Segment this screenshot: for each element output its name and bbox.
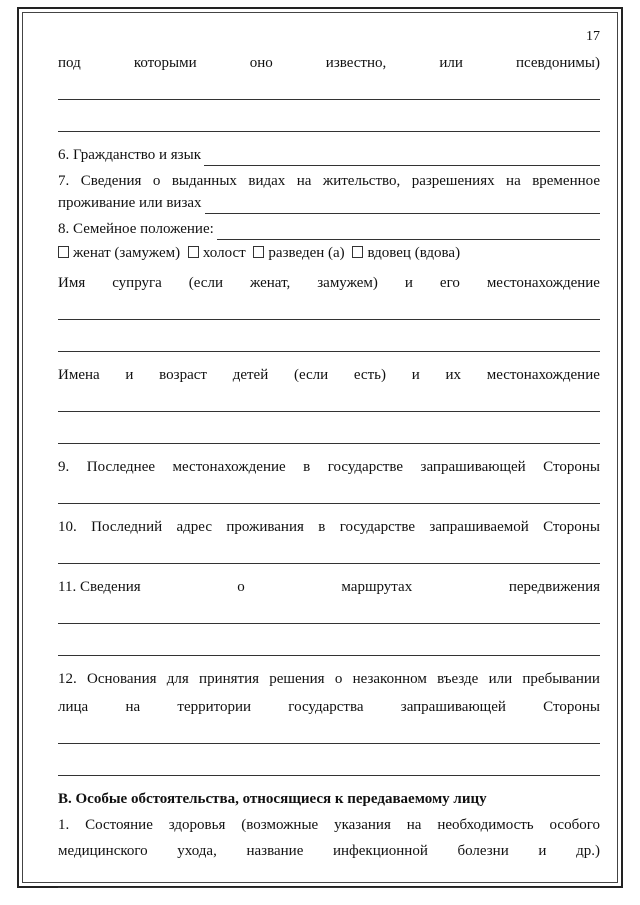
word: указания	[334, 817, 391, 833]
word: др.)	[576, 843, 600, 859]
checkbox-divorced[interactable]	[253, 246, 264, 258]
word: в	[303, 459, 311, 475]
marital-status-label: 8. Семейное положение:	[58, 221, 214, 237]
option-married-label: женат (замужем)	[73, 245, 181, 261]
word: Стороны	[543, 459, 600, 475]
word: (если	[293, 367, 329, 383]
option-widowed-label: вдовец (вдова)	[367, 245, 461, 261]
option-divorced-label: разведен (а)	[268, 245, 345, 261]
word: адрес	[176, 519, 212, 535]
word: местонахождение	[486, 367, 600, 383]
answer-line[interactable]	[58, 418, 600, 450]
answer-line[interactable]	[58, 630, 600, 662]
answer-line[interactable]	[58, 294, 600, 326]
word: о	[237, 579, 245, 595]
answer-line[interactable]	[58, 478, 600, 510]
word: есть)	[353, 367, 386, 383]
word: 7.	[58, 173, 70, 189]
residence-permits-field[interactable]	[58, 192, 600, 214]
marital-status-field[interactable]	[58, 218, 600, 240]
word: о	[334, 671, 343, 687]
word: лица	[58, 699, 89, 715]
word: 12.	[58, 671, 77, 687]
word: на	[506, 173, 521, 189]
word: женат,	[249, 275, 291, 291]
spouse-label	[58, 272, 600, 294]
residence-permits-label-cont: проживание или визах	[58, 195, 202, 211]
grounds-label	[58, 668, 600, 690]
word: и	[125, 367, 134, 383]
health-label-cont	[58, 840, 600, 862]
word: (возможные	[241, 817, 319, 833]
checkbox-married[interactable]	[58, 246, 69, 258]
word: медицинского	[58, 843, 148, 859]
word: на	[125, 699, 141, 715]
word: о	[152, 173, 161, 189]
children-label	[58, 364, 600, 386]
word: детей	[232, 367, 269, 383]
word: и	[411, 367, 420, 383]
word: (если	[188, 275, 223, 291]
word: особого	[549, 817, 600, 833]
word: местонахождение	[172, 459, 286, 475]
word: жительство,	[322, 173, 401, 189]
residence-permits-input-line[interactable]	[205, 197, 600, 214]
word: проживания	[226, 519, 304, 535]
word: болезни	[457, 843, 509, 859]
answer-line[interactable]	[58, 538, 600, 570]
word: Имена	[58, 367, 100, 383]
word: Стороны	[543, 699, 600, 715]
citizenship-field[interactable]	[58, 144, 600, 166]
word: ухода,	[177, 843, 217, 859]
word: под	[58, 55, 81, 71]
word: видах	[248, 173, 286, 189]
word: псевдонимы)	[515, 55, 600, 71]
word: въезде	[437, 671, 479, 687]
section-b-heading: В. Особые обстоятельства, относящиеся к передаваемому лицу	[58, 791, 487, 807]
word: Стороны	[543, 519, 600, 535]
citizenship-label: 6. Гражданство и язык	[58, 147, 201, 163]
word: его	[439, 275, 460, 291]
word: запрашивающей	[400, 699, 506, 715]
page-number: 17	[586, 29, 600, 44]
answer-line[interactable]	[58, 862, 600, 894]
word: оно	[249, 55, 273, 71]
word: их	[445, 367, 462, 383]
word: принятия	[199, 671, 260, 687]
word: 9.	[58, 459, 70, 475]
word: замужем)	[317, 275, 378, 291]
word: государстве	[339, 519, 416, 535]
checkbox-widowed[interactable]	[352, 246, 363, 258]
word: или	[439, 55, 463, 71]
word: на	[296, 173, 312, 189]
word: решения	[269, 671, 325, 687]
health-label	[58, 814, 600, 836]
last-address-label	[58, 516, 600, 538]
answer-line[interactable]	[58, 718, 600, 750]
word: маршрутах	[341, 579, 413, 595]
checkbox-single[interactable]	[188, 246, 199, 258]
answer-line[interactable]	[58, 106, 600, 138]
word: Последнее	[86, 459, 156, 475]
word: название	[246, 843, 304, 859]
word: Основания	[87, 671, 157, 687]
word: здоровья	[168, 817, 226, 833]
answer-line[interactable]	[58, 386, 600, 418]
word: местонахождение	[486, 275, 600, 291]
marital-options	[58, 240, 600, 266]
word: и	[404, 275, 413, 291]
answer-line[interactable]	[58, 750, 600, 782]
word: 11. Сведения	[58, 579, 141, 595]
answer-line[interactable]	[58, 326, 600, 358]
word: Состояние	[85, 817, 153, 833]
word: 10.	[58, 519, 77, 535]
word: пребывании	[522, 671, 600, 687]
grounds-label-cont	[58, 696, 600, 718]
marital-status-input-line[interactable]	[217, 223, 600, 240]
option-single-label: холост	[202, 245, 246, 261]
answer-line[interactable]	[58, 598, 600, 630]
word: для	[166, 671, 189, 687]
word: и	[538, 843, 547, 859]
intro-line	[58, 52, 600, 74]
word: инфекционной	[333, 843, 428, 859]
word: необходимость	[437, 817, 534, 833]
word: в	[318, 519, 326, 535]
word: незаконном	[352, 671, 427, 687]
word: запрашивающей	[420, 459, 526, 475]
last-location-label	[58, 456, 600, 478]
residence-permits-label	[58, 170, 600, 192]
citizenship-input-line[interactable]	[204, 149, 600, 166]
word: государства	[288, 699, 364, 715]
word: территории	[177, 699, 252, 715]
word: 1.	[58, 817, 70, 833]
answer-line[interactable]	[58, 74, 600, 106]
word: разрешениях	[411, 173, 495, 189]
word: супруга	[112, 275, 162, 291]
word: возраст	[159, 367, 207, 383]
word: запрашиваемой	[429, 519, 529, 535]
word: известно,	[325, 55, 387, 71]
routes-label	[58, 576, 600, 598]
word: передвижения	[508, 579, 600, 595]
form-content	[58, 52, 600, 894]
word: на	[406, 817, 422, 833]
word: временное	[532, 173, 600, 189]
word: которыми	[133, 55, 197, 71]
word: Последний	[91, 519, 163, 535]
word: государстве	[327, 459, 404, 475]
word: выданных	[171, 173, 237, 189]
word: Сведения	[80, 173, 142, 189]
word: или	[488, 671, 513, 687]
word: Имя	[58, 275, 86, 291]
